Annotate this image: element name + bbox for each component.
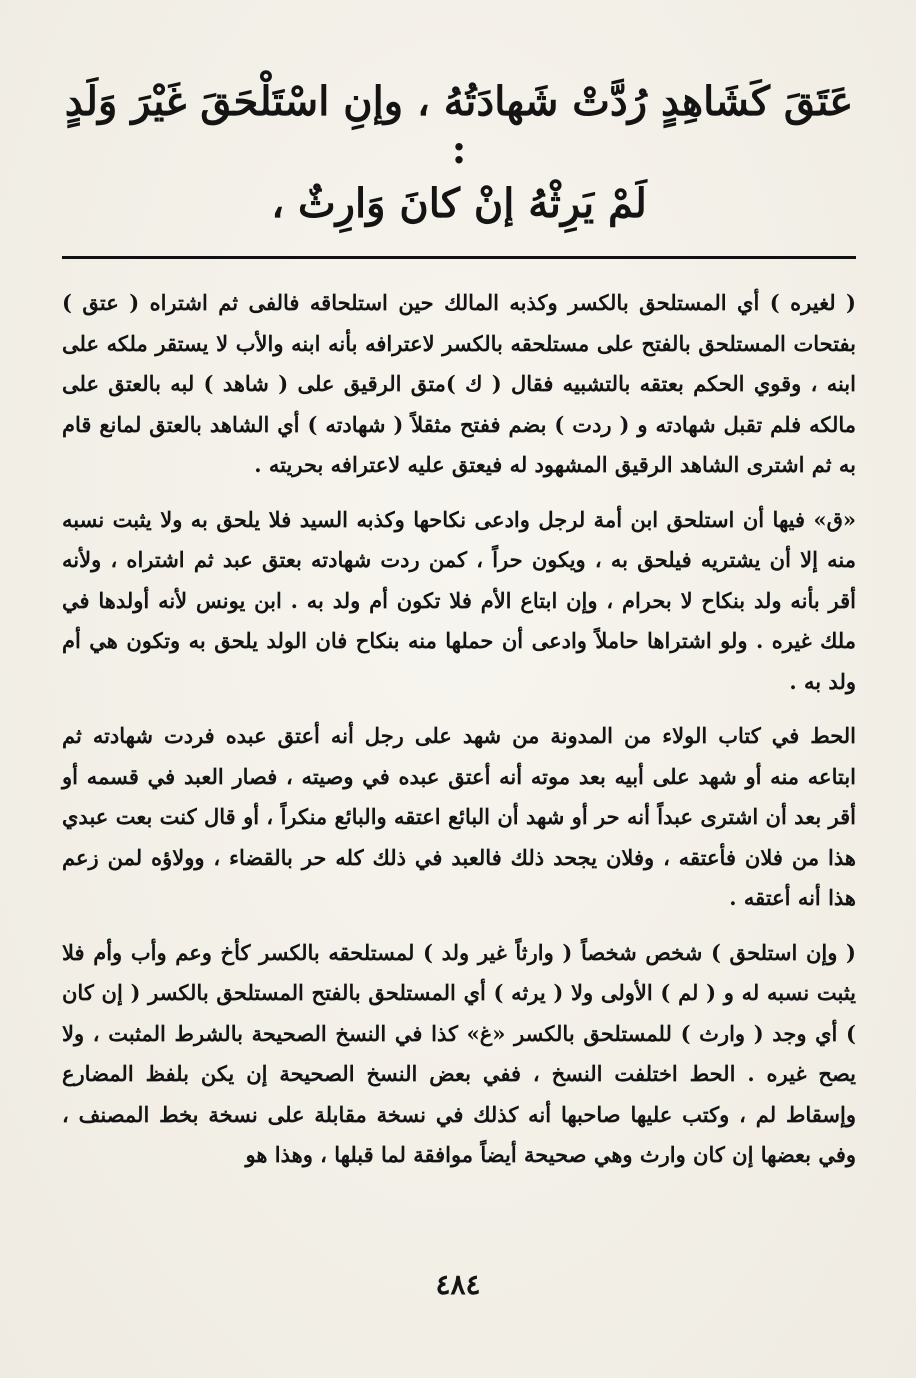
commentary [62, 283, 856, 1176]
commentary-paragraph-1: ( لغيره ) أي المستلحق بالكسر وكذبه المالك حين استلحاقه فالفى ثم اشتراه ( عتق ) بفتحات المستلحق بالفتح على مستلحقه بالكسر لاعترافه بأنه ابنه والأب لا يستقر ملكه على ابنه ، وقوي الحكم بعتقه بالتشبيه فقال ( ك )متق الرقيق على ( شاهد ) لبه بالعتق على مالكه فلم تقبل شهادته و ( ردت ) بضم ففتح مثقلاً ( شهادته ) أي الشاهد بالعتق لمانع قام به ثم اشترى الشاهد الرقيق المشهود له فيعتق عليه لاعترافه بحريته . [62, 290, 856, 477]
commentary-paragraph-2: «ق» فيها أن استلحق ابن أمة لرجل وادعى نكاحها وكذبه السيد فلا يلحق به ولا يثبت نسبه منه إلا أن يشتريه فيلحق به ، ويكون حراً ، كمن ردت شهادته بعتق عبد ثم اشتراه ، ولأنه أقر بأنه ولد بنكاح لا بحرام ، وإن ابتاع الأم فلا تكون أم ولد به . ابن يونس لأنه أولدها في ملك غيره . ولو اشتراها حاملاً وادعى أن حملها منه بنكاح فان الولد يلحق به وتكون هي أم ولد به . [62, 506, 856, 694]
verse-line-2: لَمْ يَرِثْهُ إنْ كانَ وَارِثٌ ، [271, 180, 647, 227]
commentary-paragraph-3: الحط في كتاب الولاء من المدونة من شهد على رجل أنه أعتق عبده فردت شهادته ثم ابتاعه منه أو شهد على أبيه بعد موته أنه أعتق عبده في وصيته ، فصار العبد في قسمه أو أقر بعد أن اشترى عبداً أنه حر أو شهد أن البائع اعتقه والبائع منكراً ، أو قال كنت بعت عبدي هذا من فلان فأعتقه ، وفلان يجحد ذلك فالعبد في ذلك كله حر بالقضاء ، وولاؤه لمن زعم هذا أنه أعتقه . [62, 723, 856, 910]
verse-line-1: عَتَقَ كَشَاهِدٍ رُدَّتْ شَهادَتُهُ ، وإنِ اسْتَلْحَقَ غَيْرَ وَلَدٍ : [64, 78, 854, 173]
commentary-paragraph-4: ( وإن استلحق ) شخص شخصاً ( وارثاً غير ولد ) لمستلحقه بالكسر كأخ وعم وأب وأم فلا يثبت نسبه له و ( لم ) الأولى ولا ( يرثه ) أي المستلحق بالفتح المستلحق بالكسر ( إن كان ) أي وجد ( وارث ) للمستلحق بالكسر «غ» كذا في النسخ الصحيحة بالشرط المثبت ، ولا يصح غيره . الحط اختلفت النسخ ، ففي بعض النسخ الصحيحة إن يكن بلفظ المضارع وإسقاط لم ، وكتب عليها صاحبها أنه كذلك في نسخة مقابلة على نسخة بخط المصنف ، وفي بعضها إن كان وارث وهي صحيحة أيضاً موافقة لما قبلها ، وهذا هو [62, 939, 856, 1167]
separator-rule [62, 256, 856, 259]
page-number: ٤٨٤ [435, 1268, 481, 1301]
